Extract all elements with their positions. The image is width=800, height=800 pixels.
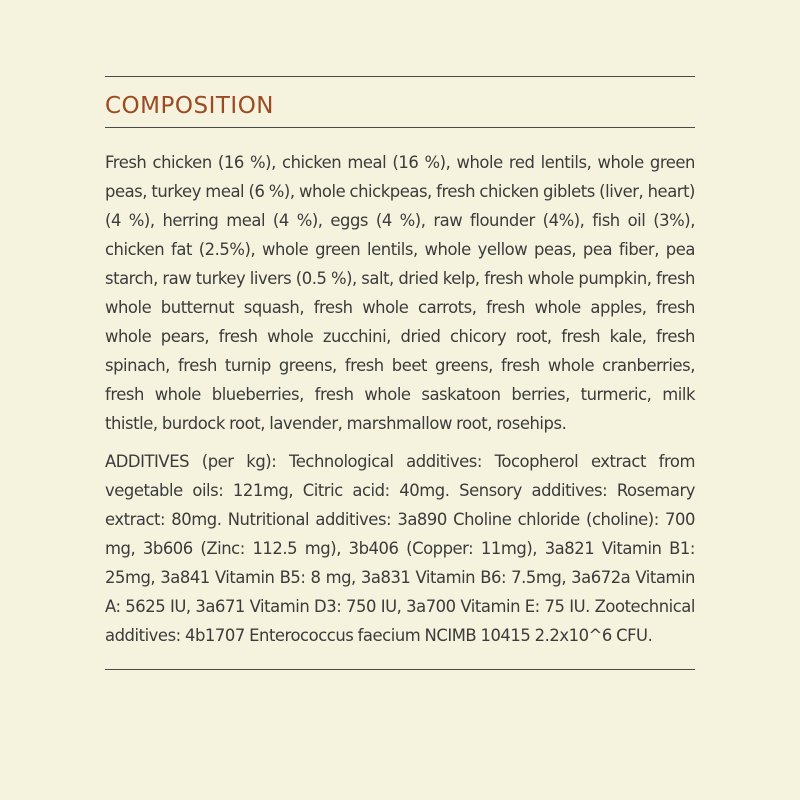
section-title: COMPOSITION (105, 93, 275, 119)
bottom-divider (105, 669, 695, 670)
composition-panel (105, 76, 695, 670)
additives-paragraph: ADDITIVES (per kg): Technological additives: Tocopherol extract from vegetable oils: 121mg, Citric acid: 40mg. Sensory additives: Rosemary extract: 80mg. Nutritional additives: 3a890 Choline chloride (choline): 700 mg, 3b606 (Zinc: 112.5 mg), 3b406 (Copper: 11mg), 3a821 Vitamin B1: 25mg, 3a841 Vitamin B5: 8 mg, 3a831 Vitamin B6: 7.5mg, 3a672a Vitamin A: 5625 IU, 3a671 Vitamin D3: 750 IU, 3a700 Vitamin E: 75 IU. Zootechnical additives: 4b1707 Enterococcus faecium NCIMB 10415 2.2x10^6 CFU. (105, 452, 695, 645)
title-divider (105, 127, 695, 128)
top-divider (105, 76, 695, 77)
composition-paragraph: Fresh chicken (16 %), chicken meal (16 %), whole red lentils, whole green peas, turkey meal (6 %), whole chickpeas, fresh chicken giblets (liver, heart) (4 %), herring meal (4 %), eggs (4 %), raw flounder (4%), fish oil (3%), chicken fat (2.5%), whole green lentils, whole yellow peas, pea fiber, pea starch, raw turkey livers (0.5 %), salt, dried kelp, fresh whole pumpkin, fresh whole butternut squash, fresh whole carrots, fresh whole apples, fresh whole pears, fresh whole zucchini, dried chicory root, fresh kale, fresh spinach, fresh turnip greens, fresh beet greens, fresh whole cranberries, fresh whole blueberries, fresh whole saskatoon berries, turmeric, milk thistle, burdock root, lavender, marshmallow root, rosehips. (105, 153, 695, 433)
